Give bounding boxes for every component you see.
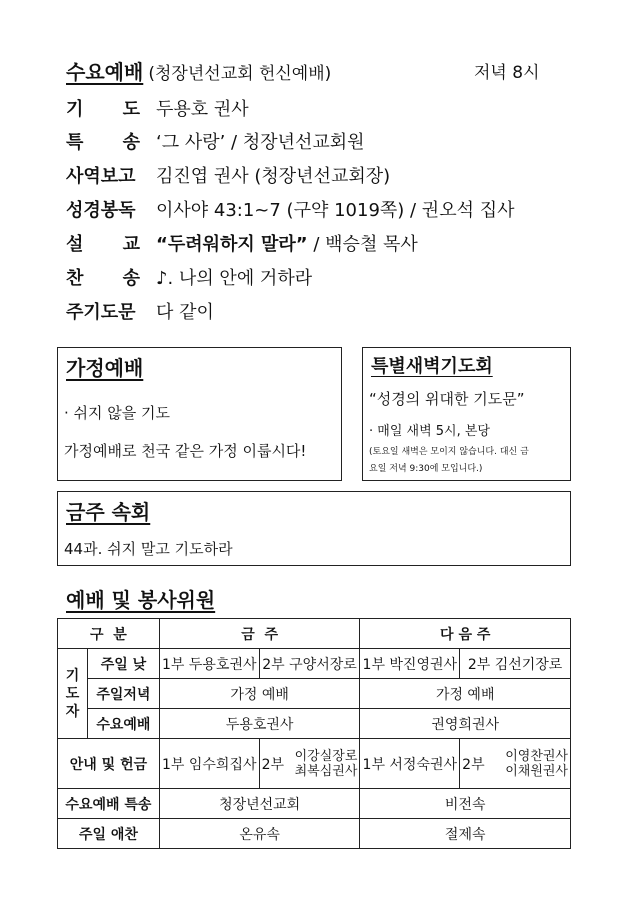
table-row bbox=[58, 649, 571, 679]
cell: 2부 이강실장로 최복심권사 bbox=[259, 739, 360, 789]
cell: 가정 예배 bbox=[360, 679, 571, 709]
dawn-prayer-note2: 요일 저녁 9:30에 모입니다.) bbox=[369, 464, 483, 474]
row-label: 주일 애찬 bbox=[58, 819, 160, 849]
row-label: 수요예배 특송 bbox=[58, 789, 160, 819]
order-row-sermon: 설 교 “두려워하지 말라” / 백승철 목사 bbox=[66, 234, 418, 255]
wednesday-time: 저녁 8시 bbox=[474, 63, 540, 83]
header-this-week: 금 주 bbox=[159, 619, 360, 649]
home-worship-box bbox=[57, 347, 342, 481]
dawn-prayer-line2: · 매일 새벽 5시, 본당 bbox=[369, 424, 490, 439]
dawn-prayer-line1: “성경의 위대한 기도문” bbox=[369, 390, 525, 408]
cell: 1부 임수희집사 bbox=[159, 739, 259, 789]
header-next-week: 다 음 주 bbox=[360, 619, 571, 649]
cell: 온유속 bbox=[159, 819, 360, 849]
home-worship-title: 가정예배 bbox=[66, 356, 144, 380]
wednesday-title: 수요예배 bbox=[66, 60, 144, 84]
order-value: 김진엽 권사 (청장년선교회장) bbox=[156, 166, 391, 187]
cell: 청장년선교회 bbox=[159, 789, 360, 819]
cell-meeting-box bbox=[57, 491, 571, 566]
cell: 1부 박진영권사 bbox=[360, 649, 460, 679]
committee-table bbox=[57, 618, 571, 849]
order-row-scripture: 성경봉독 이사야 43:1~7 (구약 1019쪽) / 권오석 집사 bbox=[66, 200, 515, 221]
committee-title: 예배 및 봉사위원 bbox=[66, 588, 216, 612]
row-label: 주일 낮 bbox=[87, 649, 159, 679]
table-header-row bbox=[58, 619, 571, 649]
sermon-title: “두려워하지 말라” bbox=[156, 234, 308, 255]
order-row-lords-prayer: 주기도문 다 같이 bbox=[66, 302, 214, 323]
table-row bbox=[58, 709, 571, 739]
home-worship-line1: · 쉬지 않을 기도 bbox=[64, 404, 171, 422]
order-value: ‘그 사랑’ / 청장년선교회원 bbox=[156, 132, 365, 153]
cell: 1부 두용호권사 bbox=[159, 649, 259, 679]
row-label: 수요예배 bbox=[87, 709, 159, 739]
cell-meeting-title: 금주 속회 bbox=[66, 500, 151, 524]
order-row-special-song: 특 송 ‘그 사랑’ / 청장년선교회원 bbox=[66, 132, 365, 153]
order-row-prayer: 기 도 두용호 권사 bbox=[66, 99, 249, 120]
cell: 절제속 bbox=[360, 819, 571, 849]
table-row-usher bbox=[58, 739, 571, 789]
cell: 가정 예배 bbox=[159, 679, 360, 709]
cell: 권영희권사 bbox=[360, 709, 571, 739]
table-row-special-song bbox=[58, 789, 571, 819]
cell-meeting-line: 44과. 쉬지 말고 기도하라 bbox=[64, 540, 233, 558]
order-value: 이사야 43:1~7 (구약 1019쪽) / 권오석 집사 bbox=[156, 200, 515, 221]
row-label: 주일저녁 bbox=[87, 679, 159, 709]
table-row-fellowship bbox=[58, 819, 571, 849]
dawn-prayer-box bbox=[362, 347, 571, 481]
dawn-prayer-title: 특별새벽기도회 bbox=[371, 356, 493, 377]
row-label: 안내 및 헌금 bbox=[58, 739, 160, 789]
order-row-ministry-report: 사역보고 김진엽 권사 (청장년선교회장) bbox=[66, 166, 391, 187]
cell: 두용호권사 bbox=[159, 709, 360, 739]
cell: 2부 이영찬권사 이채원권사 bbox=[460, 739, 571, 789]
order-value: 두용호 권사 bbox=[156, 99, 249, 120]
cell: 2부 구양서장로 bbox=[259, 649, 360, 679]
cell: 비전속 bbox=[360, 789, 571, 819]
order-value: / 백승철 목사 bbox=[307, 234, 418, 255]
wednesday-subtitle: (청장년선교회 헌신예배) bbox=[148, 64, 332, 84]
order-row-hymn: 찬 송 ♪. 나의 안에 거하라 bbox=[66, 268, 313, 289]
header-category: 구 분 bbox=[58, 619, 160, 649]
cell: 1부 서정숙권사 bbox=[360, 739, 460, 789]
wednesday-header bbox=[66, 56, 331, 85]
order-value: 다 같이 bbox=[156, 302, 214, 323]
dawn-prayer-note1: (토요일 새벽은 모이지 않습니다. 대신 금 bbox=[369, 447, 529, 457]
table-row bbox=[58, 679, 571, 709]
prayer-group-label: 기 도 자 bbox=[58, 649, 88, 739]
home-worship-line2: 가정예배로 천국 같은 가정 이룹시다! bbox=[64, 442, 307, 460]
cell: 2부 김선기장로 bbox=[460, 649, 571, 679]
order-value: ♪. 나의 안에 거하라 bbox=[156, 268, 313, 289]
